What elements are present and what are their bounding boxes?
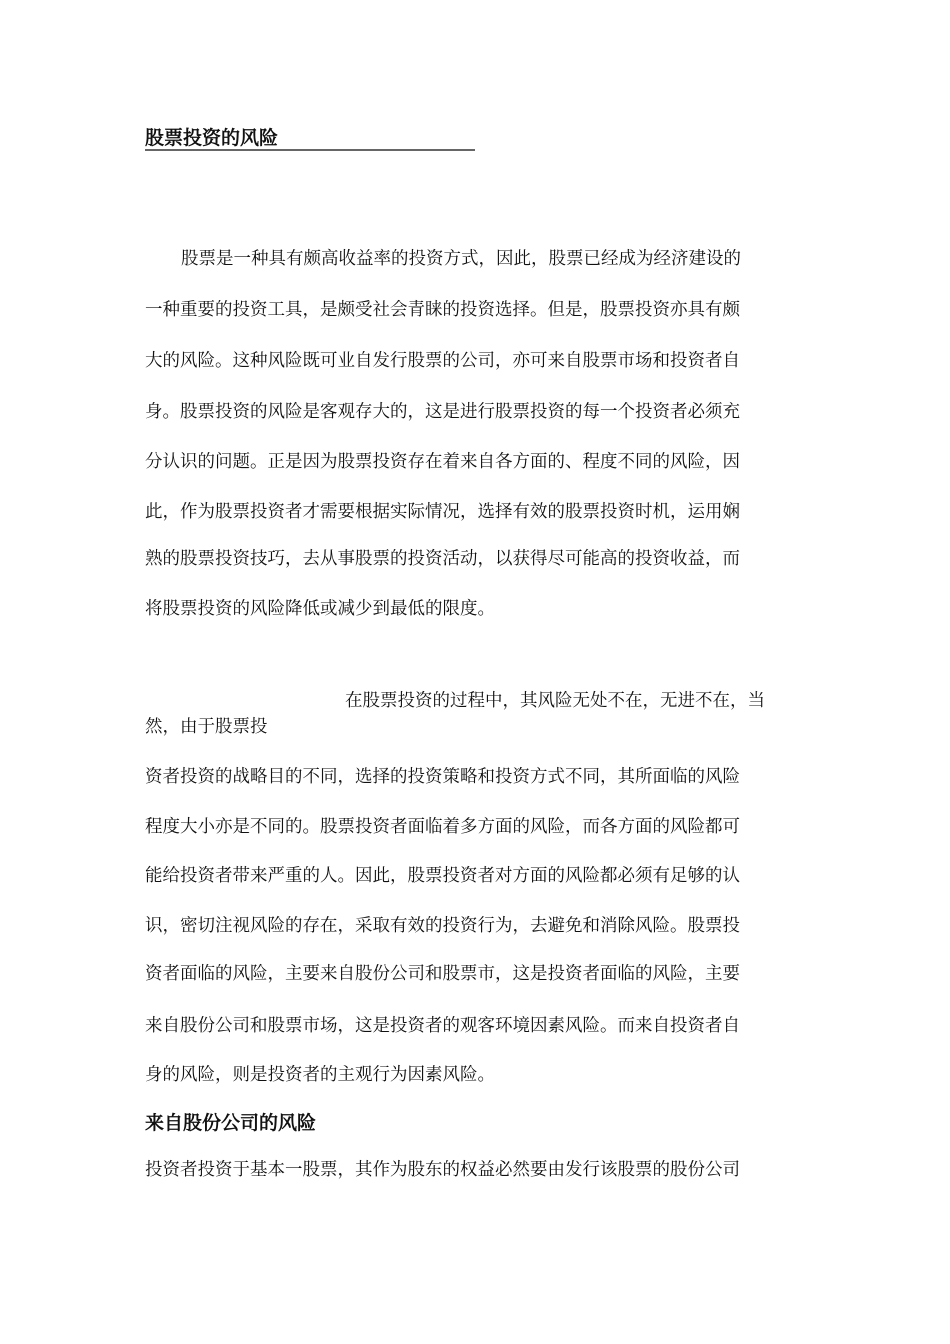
paragraph-2-line: 识，密切注视风险的存在，采取有效的投资行为，去避免和消除风险。股票投 xyxy=(145,916,740,936)
paragraph-1-line: 股票是一种具有颇高收益率的投资方式，因此，股票已经成为经济建设的 xyxy=(181,249,741,269)
paragraph-2-line: 身的风险，则是投资者的主观行为因素风险。 xyxy=(145,1065,495,1085)
paragraph-3-line: 投资者投资于基本一股票，其作为股东的权益必然要由发行该股票的股份公司 xyxy=(145,1160,740,1180)
paragraph-2-line: 能给投资者带来严重的人。因此，股票投资者对方面的风险都必须有足够的认 xyxy=(145,866,740,886)
paragraph-2-first-line: 在股票投资的过程中，其风险无处不在，无进不在，当 xyxy=(345,691,765,711)
paragraph-1-line: 大的风险。这种风险既可业自发行股票的公司，亦可来自股票市场和投资者自 xyxy=(145,351,740,371)
paragraph-1-line: 将股票投资的风险降低或减少到最低的限度。 xyxy=(145,599,495,619)
section-heading: 来自股份公司的风险 xyxy=(145,1112,317,1134)
paragraph-2-line: 程度大小亦是不同的。股票投资者面临着多方面的风险，而各方面的风险都可 xyxy=(145,817,740,837)
paragraph-2-second-line: 然，由于股票投 xyxy=(145,717,268,737)
paragraph-1-line: 分认识的问题。正是因为股票投资存在着来自各方面的、程度不同的风险，因 xyxy=(145,452,740,472)
paragraph-2-line: 资者面临的风险，主要来自股份公司和股票市，这是投资者面临的风险，主要 xyxy=(145,964,740,984)
paragraph-2-line: 来自股份公司和股票市场，这是投资者的观客环境因素风险。而来自投资者自 xyxy=(145,1016,740,1036)
paragraph-1-line: 此，作为股票投资者才需要根据实际情况，选择有效的股票投资时机，运用娴 xyxy=(145,502,740,522)
title-underline xyxy=(145,149,475,151)
paragraph-1-line: 熟的股票投资技巧，去从事股票的投资活动，以获得尽可能高的投资收益，而 xyxy=(145,549,740,569)
paragraph-1-line: 一种重要的投资工具，是颇受社会青睐的投资选择。但是，股票投资亦具有颇 xyxy=(145,300,740,320)
page-title: 股票投资的风险 xyxy=(145,127,279,149)
paragraph-2-line: 资者投资的战略目的不同，选择的投资策略和投资方式不同，其所面临的风险 xyxy=(145,767,740,787)
paragraph-1-line: 身。股票投资的风险是客观存大的，这是进行股票投资的每一个投资者必须充 xyxy=(145,402,740,422)
